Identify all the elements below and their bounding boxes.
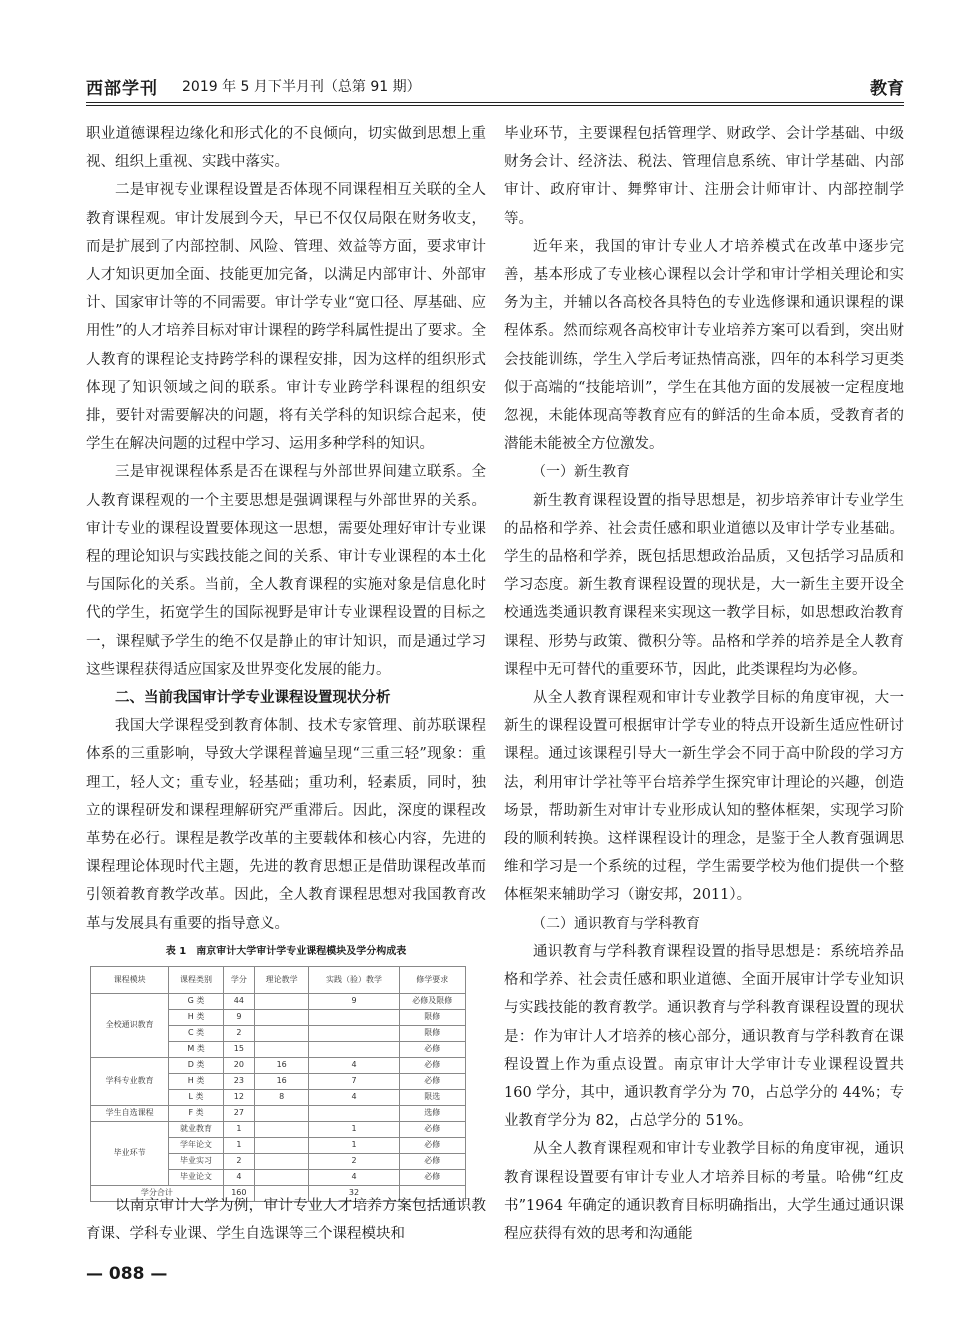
table-header-cell: 课程模块 [91, 966, 169, 993]
table-cell: 8 [254, 1089, 309, 1105]
table-cell: M 类 [169, 1041, 224, 1057]
table-cell: 4 [309, 1169, 399, 1185]
table-cell: 16 [254, 1073, 309, 1089]
paragraph: 职业道德课程边缘化和形式化的不良倾向，切实做到思想上重视、组织上重视、实践中落实。 [86, 126, 486, 171]
header-rule-thin [86, 105, 904, 106]
paragraph: 近年来，我国的审计专业人才培养模式在改革中逐步完善，基本形成了专业核心课程以会计学和审计学相关理论和实务为主，并辅以各高校各具特色的专业选修课和通识课程的课程体系。然而综观各高校审计专业培养方案可以看到，突出财会技能训练，学生入学后考证热情高涨，四年的本科学习更类似于高端的“技能培训”，学生在其他方面的发展被一定程度地忽视，未能体现高等教育应有的鲜活的生命本质，受教育者的潜能未能被全方位激发。 [504, 238, 904, 453]
course-table [90, 966, 466, 1202]
paragraph: 从全人教育课程观和审计专业教学目标的角度审视，通识教育课程设置要有审计专业人才培养目标的考量。哈佛“红皮书”1964 年确定的通识教育目标明确指出，大学生通过通识课程应获得有效的思考和沟通能 [504, 1141, 904, 1242]
table-cell: G 类 [169, 993, 224, 1009]
table-cell [254, 1041, 309, 1057]
table-cell: 12 [223, 1089, 254, 1105]
table-cell: 4 [309, 1057, 399, 1073]
table-cell: 23 [223, 1073, 254, 1089]
table-header-cell: 修学要求 [399, 966, 465, 993]
table-cell: 20 [223, 1057, 254, 1073]
table-cell: 16 [254, 1057, 309, 1073]
table-cell: F 类 [169, 1105, 224, 1121]
table-row [91, 993, 466, 1009]
module-cell: 全校通识教育 [91, 993, 169, 1057]
table-header-cell: 实践（验）教学 [309, 966, 399, 993]
module-cell: 学科专业教育 [91, 1057, 169, 1105]
table-cell: 2 [223, 1025, 254, 1041]
table-cell: 毕业论文 [169, 1169, 224, 1185]
table-cell [254, 993, 309, 1009]
table-row [91, 1121, 466, 1137]
table-cell: 2 [223, 1153, 254, 1169]
table-cell: 32 [309, 1185, 399, 1201]
paragraph: 毕业环节，主要课程包括管理学、财政学、会计学基础、中级财务会计、经济法、税法、管理信息系统、审计学基础、内部审计、政府审计、舞弊审计、注册会计师审计、内部控制学等。 [504, 126, 904, 227]
table-cell: 就业教育 [169, 1121, 224, 1137]
table-cell: 2 [309, 1153, 399, 1169]
subsection-heading: （二）通识教育与学科教育 [532, 915, 700, 932]
page-header [86, 70, 904, 98]
table-cell [254, 1169, 309, 1185]
table-cell: 4 [223, 1169, 254, 1185]
paragraph: 以南京审计大学为例，审计专业人才培养方案包括通识教育课、学科专业课、学生自选课等三个课程模块和 [86, 1197, 486, 1243]
table-header-cell: 理论教学 [254, 966, 309, 993]
issue-info: 2019 年 5 月下半月刊（总第 91 期） [182, 79, 421, 95]
left-column [86, 120, 486, 1248]
table-cell [254, 1105, 309, 1121]
table-cell: 9 [223, 1009, 254, 1025]
table-header-cell: 学分 [223, 966, 254, 993]
table-cell [254, 1009, 309, 1025]
table-cell: 必修 [399, 1057, 465, 1073]
right-column [504, 120, 904, 1248]
module-cell: 学生自选课程 [91, 1105, 169, 1121]
table-cell: H 类 [169, 1073, 224, 1089]
table-cell: 1 [309, 1137, 399, 1153]
table-header-cell: 课程类别 [169, 966, 224, 993]
table-cell: 1 [309, 1121, 399, 1137]
total-label: 学分合计 [91, 1185, 224, 1201]
table-cell [309, 1025, 399, 1041]
table-cell: 限修 [399, 1009, 465, 1025]
table-cell: D 类 [169, 1057, 224, 1073]
table-caption: 表 1 南京审计大学审计学专业课程模块及学分构成表 [165, 945, 407, 957]
header-rule [86, 102, 904, 103]
table-cell: 必修 [399, 1121, 465, 1137]
table-cell: 27 [223, 1105, 254, 1121]
table-cell: 必修 [399, 1041, 465, 1057]
table-cell: 44 [223, 993, 254, 1009]
table-cell: 15 [223, 1041, 254, 1057]
table-cell: 必修及限修 [399, 993, 465, 1009]
table-cell: L 类 [169, 1089, 224, 1105]
section-label: 教育 [870, 79, 904, 99]
table-cell: H 类 [169, 1009, 224, 1025]
table-cell: 1 [223, 1137, 254, 1153]
table-row [91, 1057, 466, 1073]
paragraph: 新生教育课程设置的指导思想是，初步培养审计专业学生的品格和学养、社会责任感和职业道德以及审计学专业基础。学生的品格和学养，既包括思想政治品质，又包括学习品质和学习态度。新生教育课程设置的现状是，大一新生主要开设全校通选类通识教育课程来实现这一教学目标，如思想政治教育课程、形势与政策、微积分等。品格和学养的培养是全人教育课程中无可替代的重要环节，因此，此类课程均为必修。 [504, 492, 904, 678]
table-cell: 7 [309, 1073, 399, 1089]
table-cell: 160 [223, 1185, 254, 1201]
table-cell [254, 1153, 309, 1169]
subsection-heading: （一）新生教育 [532, 464, 630, 481]
table-cell: 9 [309, 993, 399, 1009]
page-number: — 088 — [86, 1264, 168, 1284]
paragraph: 我国大学课程受到教育体制、技术专家管理、前苏联课程体系的三重影响，导致大学课程普遍呈现“三重三轻”现象：重理工，轻人文；重专业，轻基础；重功利，轻素质，同时，独立的课程研发和课程理解研究严重滞后。因此，深度的课程改革势在必行。课程是教学改革的主要载体和核心内容，先进的课程理论体现时代主题，先进的教育思想正是借助课程改革而引领着教育教学改革。因此，全人教育课程思想对我国教育改革与发展具有重要的指导意义。 [86, 718, 486, 932]
table-cell [309, 1041, 399, 1057]
section-heading: 二、当前我国审计学专业课程设置现状分析 [115, 690, 391, 707]
table-row [91, 1105, 466, 1121]
table-cell: 必修 [399, 1137, 465, 1153]
table-cell [254, 1137, 309, 1153]
table-cell: 必修 [399, 1169, 465, 1185]
table-cell: 选修 [399, 1105, 465, 1121]
paragraph: 从全人教育课程观和审计专业教学目标的角度审视，大一新生的课程设置可根据审计学专业的特点开设新生适应性研讨课程。通过该课程引导大一新生学会不同于高中阶段的学习方法，利用审计学社等平台培养学生探究审计理论的兴趣，创造场景，帮助新生对审计专业形成认知的整体框架，实现学习阶段的顺利转换。这样课程设计的理念，是鉴于全人教育强调思维和学习是一个系统的过程，学生需要学校为他们提供一个整体框架来辅助学习（谢安邦，2011）。 [504, 690, 904, 904]
paragraph: 三是审视课程体系是否在课程与外部世界间建立联系。全人教育课程观的一个主要思想是强调课程与外部世界的关系。审计专业的课程设置要体现这一思想，需要处理好审计专业课程的理论知识与实践技能之间的关系、审计专业课程的本土化与国际化的关系。当前，全人教育课程的实施对象是信息化时代的学生，拓宽学生的国际视野是审计专业课程设置的目标之一，课程赋予学生的绝不仅是静止的审计知识，而是通过学习这些课程获得适应国家及世界变化发展的能力。 [86, 464, 486, 678]
table-cell: 必修 [399, 1153, 465, 1169]
table-cell: 必修 [399, 1073, 465, 1089]
module-cell: 毕业环节 [91, 1121, 169, 1185]
table-cell: 毕业实习 [169, 1153, 224, 1169]
paragraph: 二是审视专业课程设置是否体现不同课程相互关联的全人教育课程观。审计发展到今天，早已不仅仅局限在财务收支，而是扩展到了内部控制、风险、管理、效益等方面，要求审计人才知识更加全面、技能更加完备，以满足内部审计、外部审计、国家审计等的不同需要。审计学专业“宽口径、厚基础、应用性”的人才培养目标对审计课程的跨学科属性提出了要求。全人教育的课程论支持跨学科的课程安排，因为这样的组织形式体现了知识领域之间的联系。审计专业跨学科课程的组织安排，要针对需要解决的问题，将有关学科的知识综合起来，使学生在解决问题的过程中学习、运用多种学科的知识。 [86, 182, 486, 453]
table-cell: 4 [309, 1089, 399, 1105]
table-cell [254, 1025, 309, 1041]
table-cell [309, 1009, 399, 1025]
table-cell [309, 1105, 399, 1121]
table-cell: 限修 [399, 1025, 465, 1041]
table-figure [86, 942, 486, 1198]
paragraph: 通识教育与学科教育课程设置的指导思想是：系统培养品格和学养、社会责任感和职业道德、全面开展审计学专业知识与实践技能的教育教学。通识教育与学科教育课程设置的现状是：作为审计人才培养的核心部分，通识教育与学科教育在课程设置上作为重点设置。南京审计大学审计专业课程设置共 160 学分，其中，通识教育学分为 70，占总学分的 44%；专业教育学分为 82，占总学分的 51%。 [504, 943, 904, 1130]
table-cell: 学年论文 [169, 1137, 224, 1153]
journal-logo: 西部学刊 [86, 79, 158, 99]
table-cell: 限选 [399, 1089, 465, 1105]
table-cell: 1 [223, 1121, 254, 1137]
table-cell [254, 1121, 309, 1137]
table-cell: C 类 [169, 1025, 224, 1041]
